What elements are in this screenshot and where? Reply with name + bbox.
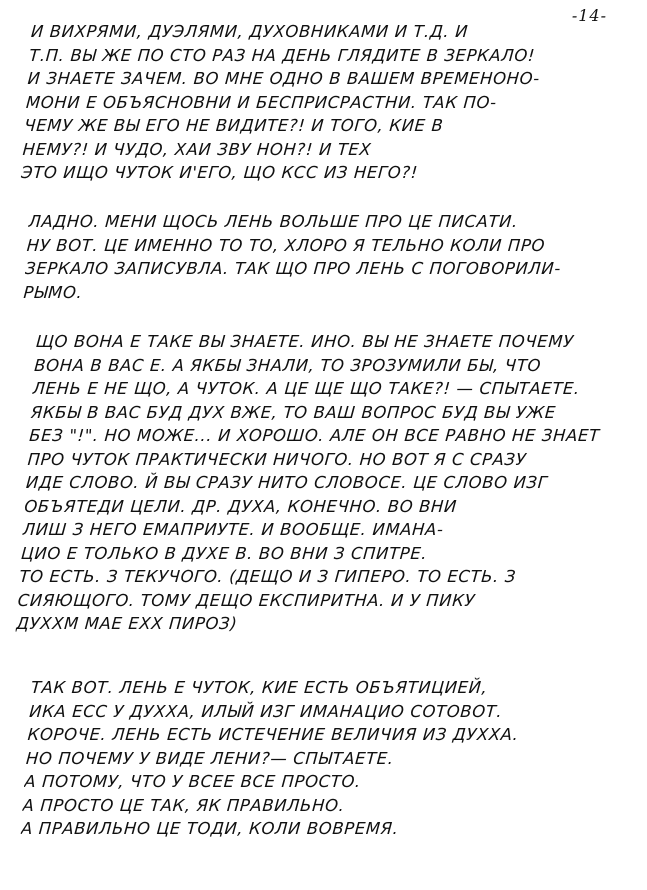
text-line: ЗЕРКАЛО ЗАПИСУВЛА. ТАК ЩО ПРО ЛЕНЬ С ПОГОВОРИЛИ- [24, 259, 562, 278]
text-line: ЛАДНО. МЕНИ ЩОСЬ ЛЕНЬ ВОЛЬШЕ ПРО ЦЕ ПИСАТИ. [27, 212, 519, 231]
text-line: СИЯЮЩОГО. ТОМУ ДЕЩО ЕКСПИРИТНА. И У ПИКУ [17, 590, 476, 610]
text-line: И ВИХРЯМИ, ДУЭЛЯМИ, ДУХОВНИКАМИ И Т.Д. И [30, 22, 469, 41]
text-line: ОБЪЯТЕДИ ЦЕЛИ. ДР. ДУХА, КОНЕЧНО. ВО ВНИ [23, 496, 458, 516]
text-line: ПРО ЧУТОК ПРАКТИЧЕСКИ НИЧОГО. НО ВОТ Я С СРАЗУ [26, 449, 528, 469]
text-line: А ПРАВИЛЬНО ЦЕ ТОДИ, КОЛИ ВОВРЕМЯ. [20, 819, 400, 838]
paragraph-2 [23, 210, 620, 304]
text-line: КОРОЧЕ. ЛЕНЬ ЕСТЬ ИСТЕЧЕНИЕ ВЕЛИЧИЯ ИЗ ДУХХА. [26, 725, 520, 744]
text-line: ЭТО ИЩО ЧУТОК И'ЕГО, ЩО КСС ИЗ НЕГО?! [20, 163, 419, 182]
text-line: Т.П. ВЫ ЖЕ ПО СТО РАЗ НА ДЕНЬ ГЛЯДИТЕ В ЗЕРКАЛО! [28, 45, 536, 65]
text-line: НУ ВОТ. ЦЕ ИМЕННО ТО ТО, ХЛОРО Я ТЕЛЬНО КОЛИ ПРО [26, 235, 546, 255]
paragraph-1 [20, 20, 622, 185]
text-line: И ЗНАЕТЕ ЗАЧЕМ. ВО МНЕ ОДНО В ВАШЕМ ВРЕМЕНОНО- [26, 69, 541, 88]
text-line: А ПРОСТО ЦЕ ТАК, ЯК ПРАВИЛЬНО. [22, 795, 346, 815]
text-line: ИДЕ СЛОВО. Й ВЫ СРАЗУ НИТО СЛОВОСЕ. ЦЕ СЛОВО ИЗГ [25, 473, 549, 492]
text-line: А ПОТОМУ, ЧТО У ВСЕЕ ВСЕ ПРОСТО. [23, 772, 362, 791]
text-line: ЦИО Е ТОЛЬКО В ДУХЕ В. ВО ВНИ З СПИТРЕ. [20, 543, 428, 563]
page-number: -14- [571, 6, 607, 25]
text-line: ЧЕМУ ЖЕ ВЫ ЕГО НЕ ВИДИТЕ?! И ТОГО, КИЕ В [23, 116, 445, 135]
text-line: ЛИШ З НЕГО ЕМАПРИУТЕ. И ВООБЩЕ. ИМАНА- [22, 520, 445, 539]
text-line: РЫМО. [22, 282, 84, 302]
paragraph-4 [20, 676, 622, 841]
text-line: ТО ЕСТЬ. З ТЕКУЧОГО. (ДЕЩО И З ГИПЕРО. ТО ЕСТЬ. З [18, 567, 517, 586]
text-line: ЩО ВОНА Е ТАКЕ ВЫ ЗНАЕТЕ. ИНО. ВЫ НЕ ЗНАЕТЕ ПОЧЕМУ [35, 332, 575, 351]
text-line: НО ПОЧЕМУ У ВИДЕ ЛЕНИ?— СПЫТАЕТЕ. [25, 748, 395, 768]
text-line: НЕМУ?! И ЧУДО, ХАИ ЗВУ НОН?! И ТЕХ [22, 139, 373, 159]
text-line: ЯКБЫ В ВАС БУД ДУХ ВЖЕ, ТО ВАШ ВОПРОС БУД ВЫ УЖЕ [30, 402, 557, 422]
text-line: МОНИ Е ОБЪЯСНОВНИ И БЕСПРИСРАСТНИ. ТАК ПО- [25, 92, 498, 112]
text-line: ДУХХМ МАЕ ЕХХ ПИРОЗ) [15, 614, 239, 633]
text-line: ВОНА В ВАС Е. А ЯКБЫ ЗНАЛИ, ТО ЗРОЗУМИЛИ БЫ, ЧТО [33, 355, 542, 375]
text-line: ИКА ЕСС У ДУХХА, ИЛЫЙ ИЗГ ИМАНАЦИО СОТОВОТ. [28, 701, 504, 721]
text-line: ЛЕНЬ Е НЕ ЩО, А ЧУТОК. А ЦЕ ЩЕ ЩО ТАКЕ?! — СПЫТАЕТЕ. [31, 379, 581, 398]
text-line: ТАК ВОТ. ЛЕНЬ Е ЧУТОК, КИЕ ЕСТЬ ОБЪЯТИЦИЕЙ, [30, 678, 489, 697]
paragraph-3 [15, 330, 626, 636]
text-line: БЕЗ "!". НО МОЖЕ... И ХОРОШО. АЛЕ ОН ВСЕ РАВНО НЕ ЗНАЕТ [28, 426, 601, 445]
